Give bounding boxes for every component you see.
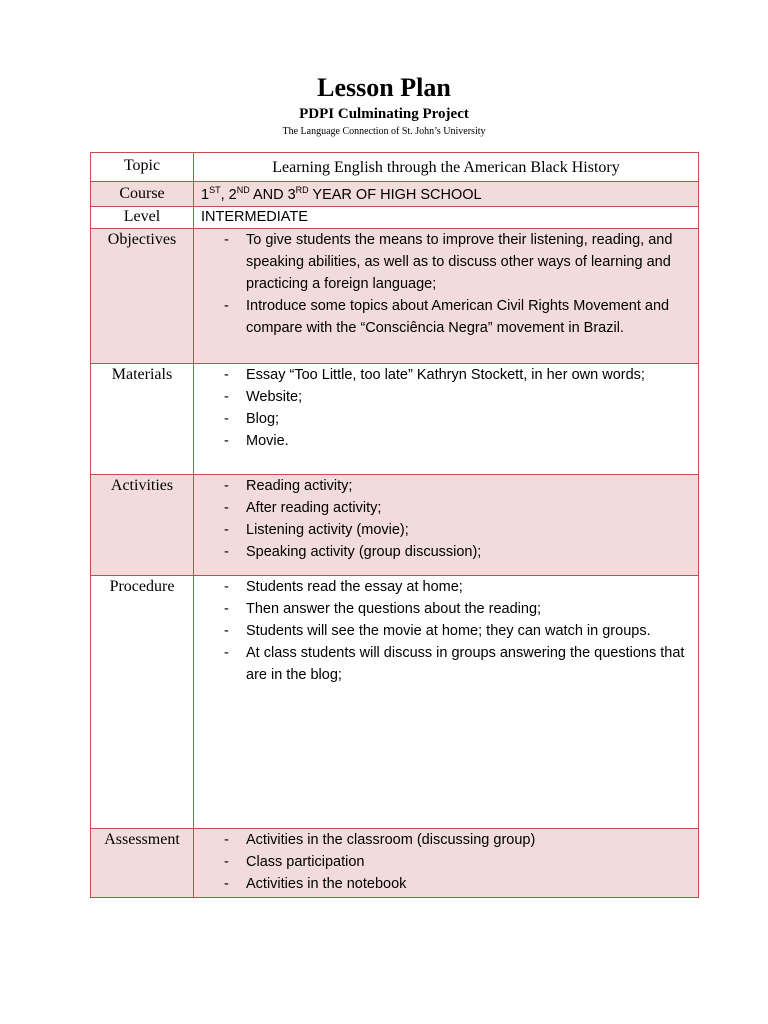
organization-line: The Language Connection of St. John’s University xyxy=(282,126,486,137)
list-item: - Speaking activity (group discussion); xyxy=(224,544,482,560)
procedure-row xyxy=(91,576,699,829)
activities-label: Activities xyxy=(91,475,194,576)
assessment-row xyxy=(91,829,699,898)
list-item: - Activities in the notebook xyxy=(224,876,407,892)
topic-label: Topic xyxy=(91,153,194,182)
list-item: - Essay “Too Little, too late” Kathryn Stockett, in her own words; xyxy=(224,367,645,383)
objectives-label: Objectives xyxy=(91,229,194,364)
page-title: Lesson Plan xyxy=(317,73,451,102)
lesson-plan-table xyxy=(90,152,699,898)
activities-list xyxy=(194,475,699,576)
page-subtitle: PDPI Culminating Project xyxy=(299,106,469,122)
list-item: - Class participation xyxy=(224,854,365,870)
course-label: Course xyxy=(91,182,194,207)
course-value: 1ST, 2ND AND 3RD YEAR OF HIGH SCHOOL xyxy=(194,182,699,207)
level-value: INTERMEDIATE xyxy=(194,207,699,229)
list-item: - Movie. xyxy=(224,433,289,449)
materials-row xyxy=(91,364,699,475)
topic-value: Learning English through the American Black History xyxy=(194,153,699,182)
materials-label: Materials xyxy=(91,364,194,475)
procedure-list xyxy=(194,576,699,829)
list-item: - Students read the essay at home; xyxy=(224,579,463,595)
document-header xyxy=(0,72,768,138)
list-item: - Website; xyxy=(224,389,303,405)
activities-row xyxy=(91,475,699,576)
list-item: - At class students will discuss in groups answering the questions that are in the blog; xyxy=(224,645,685,683)
list-item: - Blog; xyxy=(224,411,280,427)
list-item: - Activities in the classroom (discussing group) xyxy=(224,832,536,848)
procedure-label: Procedure xyxy=(91,576,194,829)
assessment-label: Assessment xyxy=(91,829,194,898)
list-item: - To give students the means to improve their listening, reading, and speaking abilities, as well as to discuss other ways of learning and practicing a foreign language; xyxy=(224,232,673,292)
assessment-list xyxy=(194,829,699,898)
course-row xyxy=(91,182,699,207)
list-item: - Reading activity; xyxy=(224,478,353,494)
level-row xyxy=(91,207,699,229)
level-label: Level xyxy=(91,207,194,229)
list-item: - Introduce some topics about American Civil Rights Movement and compare with the “Consciência Negra” movement in Brazil. xyxy=(224,298,670,336)
list-item: - After reading activity; xyxy=(224,500,382,516)
materials-list xyxy=(194,364,699,475)
list-item: - Listening activity (movie); xyxy=(224,522,409,538)
list-item: - Students will see the movie at home; they can watch in groups. xyxy=(224,623,651,639)
list-item: - Then answer the questions about the reading; xyxy=(224,601,542,617)
objectives-row xyxy=(91,229,699,364)
objectives-list xyxy=(194,229,699,364)
topic-row xyxy=(91,153,699,182)
